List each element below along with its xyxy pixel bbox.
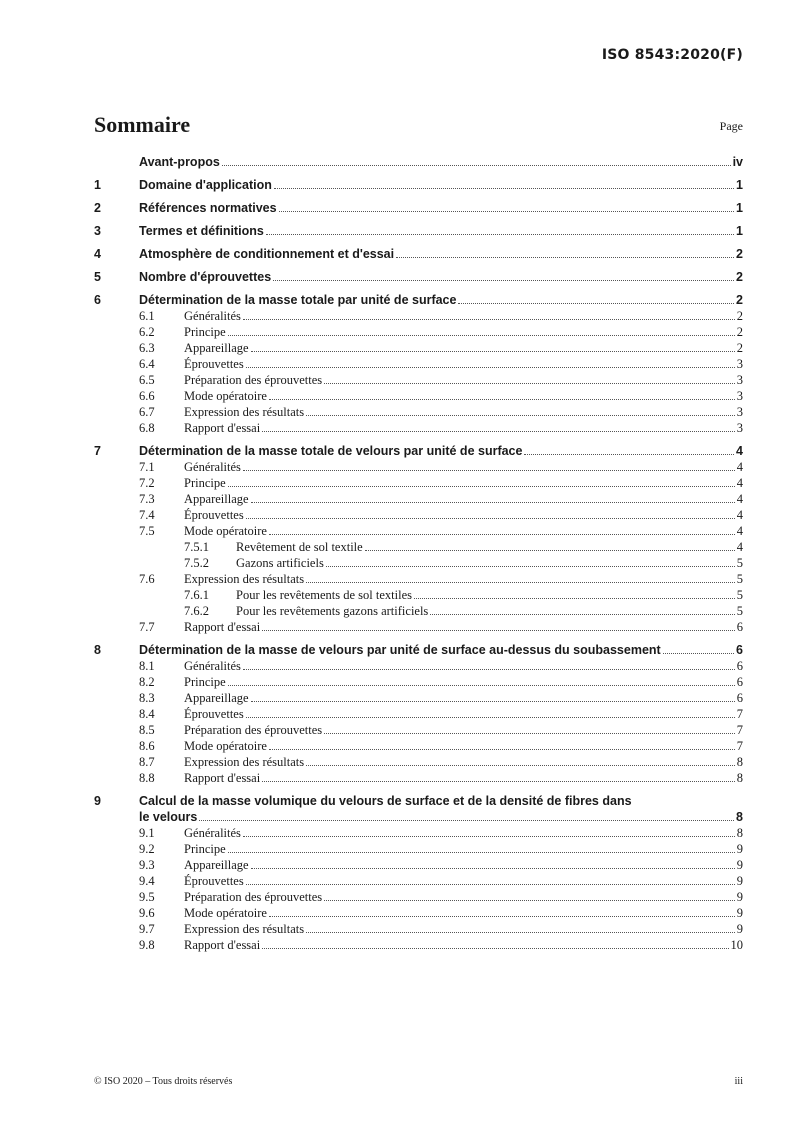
toc-entry[interactable] [94,619,743,635]
toc-entry[interactable] [94,539,743,555]
toc-entry-page: 1 [736,201,743,215]
toc-entry[interactable] [94,246,743,262]
toc-entry-number: 7.1 [139,460,155,474]
toc-entry-title: Revêtement de sol textile [236,540,363,554]
toc-leader-dots [306,582,735,583]
toc-entry-number: 9.2 [139,842,155,856]
toc-entry-page: 6 [736,659,743,673]
toc-entry-number: 7.5.2 [184,556,209,570]
toc-leader-dots [243,319,735,320]
toc-entry-page: 8 [736,755,743,769]
toc-entry-number: 9.4 [139,874,155,888]
toc-leader-dots [266,234,734,235]
toc-entry-number: 3 [94,224,101,238]
toc-entry-number: 6.2 [139,325,155,339]
toc-entry-page: 4 [736,444,743,458]
toc-entry-number: 6.6 [139,389,155,403]
toc-entry[interactable] [94,889,743,905]
toc-entry[interactable] [94,459,743,475]
toc-entry-page: 4 [736,540,743,554]
toc-entry-page: 4 [736,476,743,490]
toc-entry-page: 6 [736,620,743,634]
toc-entry-title: Généralités [184,309,241,323]
page-number: iii [734,1076,743,1087]
toc-entry[interactable] [94,308,743,324]
toc-entry[interactable] [94,921,743,937]
toc-entry-title: Rapport d'essai [184,938,261,952]
toc-entry-title: Mode opératoire [184,906,267,920]
toc-entry-number: 5 [94,270,101,284]
toc-entry-number: 7.7 [139,620,155,634]
toc-entry[interactable] [94,372,743,388]
toc-leader-dots [251,868,735,869]
toc-leader-dots [524,454,734,455]
toc-entry-page: 4 [736,492,743,506]
toc-entry-number: 6.8 [139,421,155,435]
toc-entry[interactable] [94,475,743,491]
toc-entry-page: 5 [736,588,743,602]
toc-leader-dots [324,900,735,901]
toc-entry-title: Atmosphère de conditionnement et d'essai [139,247,395,261]
toc-entry-title: Appareillage [184,691,249,705]
toc-leader-dots [246,367,735,368]
toc-entry[interactable] [94,905,743,921]
toc-entry[interactable] [94,324,743,340]
toc-entry-number: 8.1 [139,659,155,673]
toc-entry-number: 9.3 [139,858,155,872]
toc-entry-page: 9 [736,858,743,872]
toc-entry[interactable] [94,292,743,308]
toc-entry-page: 1 [736,178,743,192]
toc-entry[interactable] [94,706,743,722]
toc-leader-dots [458,303,734,304]
toc-entry[interactable] [94,571,743,587]
toc-entry[interactable] [94,356,743,372]
toc-leader-dots [246,518,735,519]
toc-entry[interactable] [94,658,743,674]
toc-leader-dots [306,415,735,416]
toc-entry-page: 10 [730,938,743,952]
toc-entry-number: 7.5.1 [184,540,209,554]
toc-entry-title-continued: le velours [139,810,198,824]
toc-entry-page: 2 [736,247,743,261]
toc-leader-dots [222,165,731,166]
toc-leader-dots [228,335,735,336]
toc-entry-page: 2 [736,270,743,284]
toc-entry-title: Principe [184,675,226,689]
toc-entry[interactable] [94,937,743,953]
toc-entry-page: 6 [736,675,743,689]
toc-leader-dots [243,836,735,837]
toc-leader-dots [326,566,735,567]
toc-entry-number: 8.8 [139,771,155,785]
toc-entry-title: Généralités [184,460,241,474]
toc-entry-page: 6 [736,643,743,657]
toc-entry-number: 8.3 [139,691,155,705]
toc-entry[interactable] [94,177,743,193]
toc-entry-title: Préparation des éprouvettes [184,890,323,904]
toc-entry-page: 7 [736,739,743,753]
toc-entry[interactable] [94,507,743,523]
toc-entry-title: Éprouvettes [184,707,244,721]
toc-leader-dots [663,653,734,654]
toc-entry[interactable] [94,269,743,285]
toc-leader-dots [199,820,734,821]
table-of-contents [94,154,743,953]
toc-entry-number: 7 [94,444,101,458]
toc-entry-title: Expression des résultats [184,405,305,419]
toc-entry-number: 6.5 [139,373,155,387]
toc-entry-title: Rapport d'essai [184,771,261,785]
toc-leader-dots [243,669,735,670]
toc-entry-title: Domaine d'application [139,178,272,192]
toc-entry-title: Gazons artificiels [236,556,324,570]
toc-entry-title: Principe [184,476,226,490]
toc-entry-title: Préparation des éprouvettes [184,373,323,387]
toc-entry-number: 9.7 [139,922,155,936]
toc-entry-page: 8 [736,771,743,785]
toc-entry-title: Généralités [184,659,241,673]
toc-leader-dots [269,534,735,535]
standard-code: ISO 8543:2020(F) [601,47,743,63]
toc-leader-dots [279,211,734,212]
toc-entry[interactable] [94,491,743,507]
toc-entry-number: 7.6.2 [184,604,209,618]
toc-entry-number: 8.5 [139,723,155,737]
toc-entry[interactable] [94,223,743,239]
toc-entry-number: 8.4 [139,707,155,721]
toc-entry-title: Nombre d'éprouvettes [139,270,272,284]
toc-entry[interactable] [94,690,743,706]
toc-entry-page: 4 [736,460,743,474]
toc-entry[interactable] [94,555,743,571]
toc-leader-dots [243,470,735,471]
copyright-notice: © ISO 2020 – Tous droits réservés [94,1076,233,1087]
toc-entry-number: 7.5 [139,524,155,538]
toc-entry-page: 9 [736,890,743,904]
toc-entry-continuation[interactable] [94,809,743,825]
toc-entry-page: 3 [736,357,743,371]
toc-entry-title: Expression des résultats [184,922,305,936]
toc-entry[interactable] [94,587,743,603]
toc-entry-page: 6 [736,691,743,705]
toc-entry-number: 6 [94,293,101,307]
toc-leader-dots [251,701,735,702]
toc-entry-page: 3 [736,421,743,435]
toc-entry-title: Pour les revêtements de sol textiles [236,588,413,602]
toc-entry-number: 6.4 [139,357,155,371]
toc-entry-page: 3 [736,389,743,403]
toc-entry[interactable] [94,873,743,889]
toc-entry-number: 6.1 [139,309,155,323]
toc-entry-page: 5 [736,556,743,570]
toc-entry-page: 7 [736,723,743,737]
toc-entry-title: Calcul de la masse volumique du velours de surface et de la densité de fibres dans [139,794,632,808]
toc-entry[interactable] [94,825,743,841]
toc-entry-page: 2 [736,293,743,307]
toc-entry-title: Rapport d'essai [184,421,261,435]
toc-entry-page: 9 [736,874,743,888]
toc-leader-dots [262,781,735,782]
toc-entry-number: 8.2 [139,675,155,689]
toc-entry-title: Détermination de la masse totale de velours par unité de surface [139,444,523,458]
toc-entry[interactable] [94,154,743,170]
toc-leader-dots [324,733,735,734]
toc-entry-number: 7.6 [139,572,155,586]
toc-entry-number: 7.4 [139,508,155,522]
toc-entry-number: 7.3 [139,492,155,506]
toc-leader-dots [430,614,734,615]
toc-leader-dots [246,717,735,718]
toc-entry-title: Avant-propos [139,155,220,169]
toc-leader-dots [269,916,735,917]
toc-entry-title: Principe [184,842,226,856]
toc-entry[interactable] [94,722,743,738]
toc-entry[interactable] [94,674,743,690]
toc-entry[interactable] [94,200,743,216]
toc-entry-number: 9.8 [139,938,155,952]
toc-entry-number: 6.3 [139,341,155,355]
toc-entry-title: Préparation des éprouvettes [184,723,323,737]
toc-entry-number: 9.1 [139,826,155,840]
toc-entry-title: Éprouvettes [184,508,244,522]
toc-entry-title: Termes et définitions [139,224,264,238]
toc-entry[interactable] [94,841,743,857]
toc-entry[interactable] [94,603,743,619]
toc-entry-title: Éprouvettes [184,357,244,371]
toc-entry-page: 8 [736,810,743,824]
toc-leader-dots [324,383,735,384]
toc-leader-dots [306,765,735,766]
toc-entry-number: 8 [94,643,101,657]
toc-entry-title: Expression des résultats [184,755,305,769]
toc-entry-number: 2 [94,201,101,215]
toc-leader-dots [262,431,735,432]
toc-leader-dots [228,486,735,487]
toc-entry-number: 9.5 [139,890,155,904]
toc-entry-title: Appareillage [184,492,249,506]
toc-entry-page: iv [732,155,743,169]
toc-entry[interactable] [94,523,743,539]
toc-entry-page: 3 [736,373,743,387]
toc-leader-dots [262,948,728,949]
toc-leader-dots [228,685,735,686]
toc-entry-number: 8.7 [139,755,155,769]
toc-entry[interactable] [94,738,743,754]
toc-entry-page: 5 [736,572,743,586]
toc-entry-number: 7.2 [139,476,155,490]
toc-entry-title: Expression des résultats [184,572,305,586]
toc-entry-number: 4 [94,247,101,261]
toc-entry[interactable] [94,388,743,404]
toc-entry[interactable] [94,770,743,786]
toc-entry[interactable] [94,404,743,420]
toc-entry-title: Mode opératoire [184,524,267,538]
toc-leader-dots [269,749,735,750]
toc-leader-dots [273,280,734,281]
toc-entry-number: 9 [94,794,101,808]
toc-leader-dots [251,351,735,352]
toc-entry-title: Pour les revêtements gazons artificiels [236,604,429,618]
page-title: Sommaire [94,112,191,137]
toc-entry-title: Mode opératoire [184,739,267,753]
toc-entry-page: 8 [736,826,743,840]
toc-entry-title: Mode opératoire [184,389,267,403]
toc-entry-title: Éprouvettes [184,874,244,888]
toc-entry-title: Rapport d'essai [184,620,261,634]
toc-leader-dots [228,852,735,853]
toc-entry[interactable] [94,420,743,436]
toc-entry-number: 7.6.1 [184,588,209,602]
page-column-label: Page [719,119,743,133]
toc-leader-dots [251,502,735,503]
toc-entry-title: Appareillage [184,341,249,355]
toc-entry-page: 9 [736,922,743,936]
toc-leader-dots [396,257,734,258]
toc-entry-page: 9 [736,842,743,856]
toc-entry-number: 9.6 [139,906,155,920]
toc-entry[interactable] [94,793,743,809]
toc-entry-page: 2 [736,341,743,355]
toc-entry-page: 9 [736,906,743,920]
toc-entry-page: 1 [736,224,743,238]
toc-entry[interactable] [94,642,743,658]
toc-leader-dots [274,188,734,189]
toc-entry-number: 6.7 [139,405,155,419]
toc-entry-page: 4 [736,524,743,538]
toc-entry-title: Références normatives [139,201,277,215]
toc-entry-title: Principe [184,325,226,339]
toc-entry-title: Appareillage [184,858,249,872]
toc-leader-dots [246,884,735,885]
toc-entry[interactable] [94,857,743,873]
toc-entry-page: 2 [736,309,743,323]
toc-leader-dots [365,550,735,551]
toc-entry-page: 7 [736,707,743,721]
toc-entry-number: 1 [94,178,101,192]
toc-leader-dots [306,932,735,933]
toc-entry[interactable] [94,443,743,459]
toc-entry-page: 3 [736,405,743,419]
toc-entry-page: 4 [736,508,743,522]
toc-entry-page: 5 [736,604,743,618]
toc-entry[interactable] [94,754,743,770]
toc-entry-title: Détermination de la masse de velours par unité de surface au-dessus du soubassement [139,643,661,657]
toc-entry-number: 8.6 [139,739,155,753]
toc-entry-page: 2 [736,325,743,339]
toc-entry[interactable] [94,340,743,356]
toc-leader-dots [262,630,735,631]
toc-entry-title: Détermination de la masse totale par unité de surface [139,293,457,307]
toc-leader-dots [269,399,735,400]
toc-leader-dots [414,598,735,599]
toc-entry-title: Généralités [184,826,241,840]
